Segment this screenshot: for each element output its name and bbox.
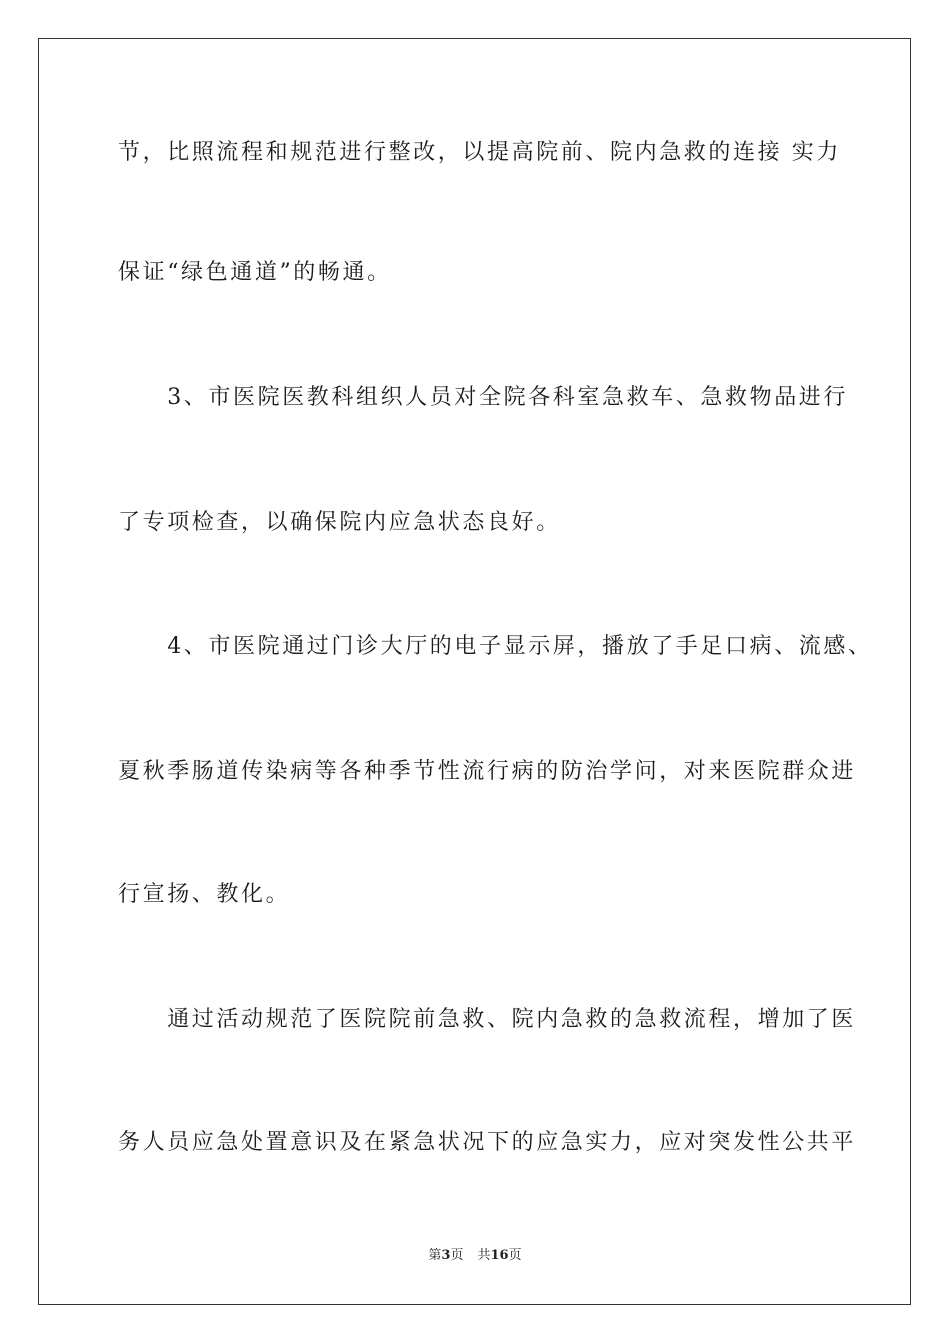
body-text-line-3: 3、市医院医教科组织人员对全院各科室急救车、急救物品进行 [118, 385, 848, 410]
page-footer [0, 1247, 950, 1265]
total-page-count: 16 [490, 1248, 509, 1263]
current-page-number: 3 [441, 1248, 451, 1263]
page-label-suffix: 页 [450, 1248, 464, 1263]
body-text-line-5: 4、市医院通过门诊大厅的电子显示屏，播放了手足口病、流感、 [118, 634, 873, 659]
body-text-line-2: 保证“绿色通道”的畅通。 [118, 260, 392, 285]
body-text-line-9: 务人员应急处置意识及在紧急状况下的应急实力，应对突发性公共平 [118, 1130, 857, 1155]
total-label-prefix: 共 [477, 1248, 491, 1263]
page-label-prefix: 第 [428, 1248, 442, 1263]
body-text-line-7: 行宣扬、教化。 [118, 882, 291, 907]
body-text-line-1: 节，比照流程和规范进行整改，以提高院前、院内急救的连接 实力 [118, 140, 841, 165]
body-text-line-8: 通过活动规范了医院院前急救、院内急救的急救流程，增加了医 [118, 1007, 857, 1032]
body-text-line-4: 了专项检查，以确保院内应急状态良好。 [118, 510, 561, 535]
body-text-line-6: 夏秋季肠道传染病等各种季节性流行病的防治学问，对来医院群众进 [118, 759, 857, 784]
total-label-suffix: 页 [508, 1248, 522, 1263]
page-frame [38, 38, 911, 1305]
